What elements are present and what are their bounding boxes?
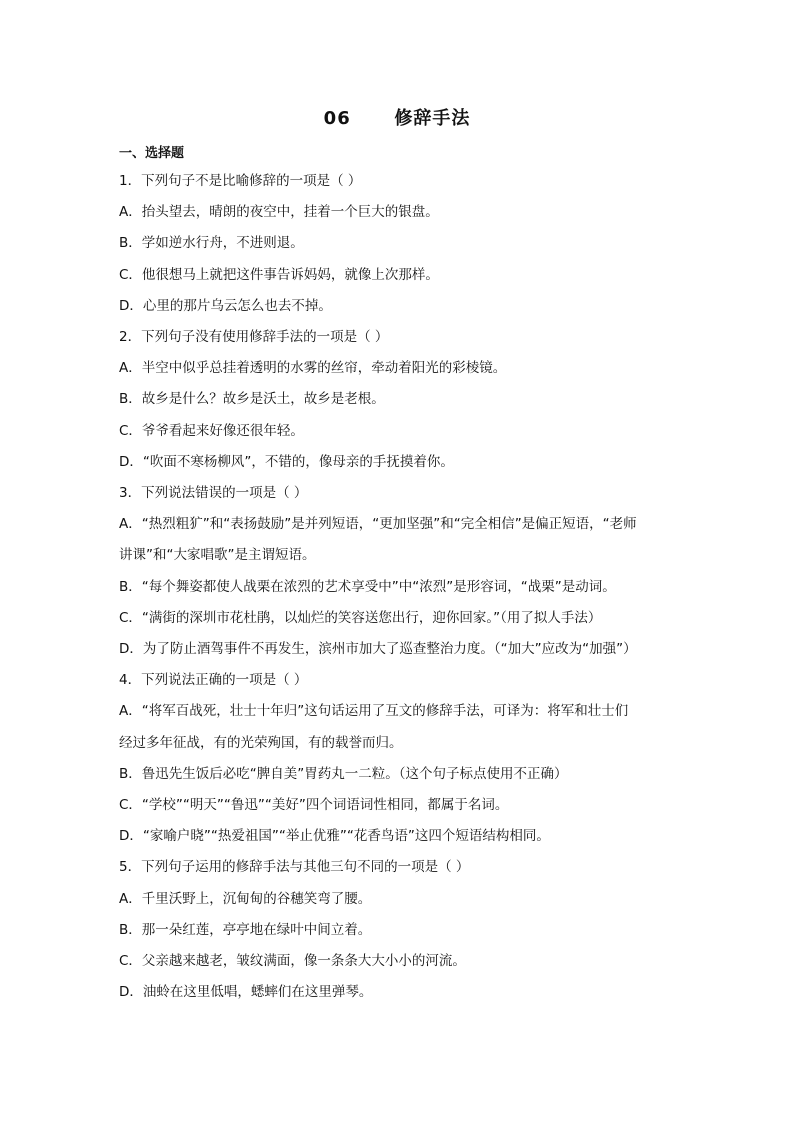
text-line: B．“每个舞姿都使人战栗在浓烈的艺术享受中”中“浓烈”是形容词，“战栗”是动词。 [119, 578, 616, 595]
text-line: A．“将军百战死，壮士十年归”这句话运用了互文的修辞手法，可译为：将军和壮士们 [119, 703, 629, 720]
text-line: D．“家喻户晓”“热爱祖国”“举止优雅”“花香鸟语”这四个短语结构相同。 [119, 828, 550, 845]
text-line: A．“热烈粗犷”和“表扬鼓励”是并列短语，“更加坚强”和“完全相信”是偏正短语，“老师 [119, 516, 637, 533]
text-line: 4．下列说法正确的一项是（ ） [119, 672, 308, 689]
text-line: 经过多年征战，有的光荣殉国，有的载誉而归。 [119, 734, 403, 751]
text-line: D．油蛉在这里低唱，蟋蟀们在这里弹琴。 [119, 984, 373, 1001]
text-line: A．抬头望去，晴朗的夜空中，挂着一个巨大的银盘。 [119, 204, 439, 221]
text-line: A．半空中似乎总挂着透明的水雾的丝帘，牵动着阳光的彩棱镜。 [119, 360, 507, 377]
page-title: 06 修辞手法 [323, 108, 471, 129]
text-line: 3．下列说法错误的一项是（ ） [119, 485, 308, 502]
text-line: D．心里的那片乌云怎么也去不掉。 [119, 297, 332, 314]
text-line: C．爷爷看起来好像还很年轻。 [119, 422, 304, 439]
text-line: C．“满街的深圳市花杜鹃，以灿烂的笑容送您出行，迎你回家。”（用了拟人手法） [119, 609, 602, 626]
text-line: C．“学校”“明天”“鲁迅”“美好”四个词语词性相同，都属于名词。 [119, 797, 509, 814]
text-line: 讲课”和“大家唱歌”是主谓短语。 [119, 547, 316, 564]
question-lines [119, 166, 685, 1008]
section-heading: 一、选择题 [119, 146, 185, 161]
text-line: D．“吹面不寒杨柳风”，不错的，像母亲的手抚摸着你。 [119, 453, 454, 470]
text-line: 5．下列句子运用的修辞手法与其他三句不同的一项是（ ） [119, 859, 470, 876]
text-line: B．故乡是什么？故乡是沃土，故乡是老根。 [119, 391, 385, 408]
text-line: C．父亲越来越老，皱纹满面，像一条条大大小小的河流。 [119, 953, 466, 970]
text-line: C．他很想马上就把这件事告诉妈妈，就像上次那样。 [119, 266, 439, 283]
text-line: D．为了防止酒驾事件不再发生，滨州市加大了巡查整治力度。（“加大”应改为“加强”） [119, 641, 637, 658]
text-line: 2．下列句子没有使用修辞手法的一项是（ ） [119, 329, 389, 346]
text-line: B．鲁迅先生饭后必吃“脾自美”胃药丸一二粒。（这个句子标点使用不正确） [119, 765, 568, 782]
text-line: A．千里沃野上，沉甸甸的谷穗笑弯了腰。 [119, 890, 372, 907]
text-line: B．那一朵红莲，亭亭地在绿叶中间立着。 [119, 921, 372, 938]
text-line: 1．下列句子不是比喻修辞的一项是（ ） [119, 173, 362, 189]
question-content [119, 142, 685, 1008]
text-line: B．学如逆水行舟，不进则退。 [119, 235, 304, 252]
